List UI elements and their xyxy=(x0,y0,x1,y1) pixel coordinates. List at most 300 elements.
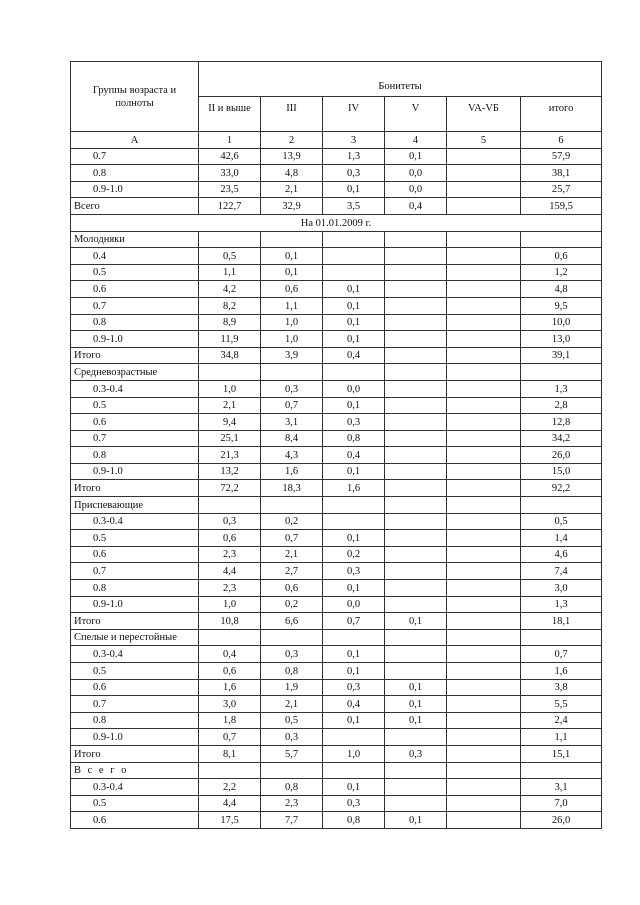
value-cell: 13,9 xyxy=(261,148,323,165)
value-cell xyxy=(447,696,521,713)
value-cell xyxy=(447,663,521,680)
value-cell: 3,1 xyxy=(261,414,323,431)
density-label: 0.3-0.4 xyxy=(71,646,199,663)
value-cell: 21,3 xyxy=(199,447,261,464)
value-cell: 0,1 xyxy=(323,779,385,796)
column-index: А xyxy=(71,132,199,149)
value-cell xyxy=(447,646,521,663)
total-label: Итого xyxy=(71,347,199,364)
value-cell: 0,0 xyxy=(323,596,385,613)
value-cell xyxy=(385,646,447,663)
value-cell xyxy=(385,264,447,281)
value-cell: 3,1 xyxy=(521,779,602,796)
value-cell: 0,1 xyxy=(323,580,385,597)
value-cell: 0,3 xyxy=(323,165,385,182)
value-cell: 18,3 xyxy=(261,480,323,497)
value-cell: 0,1 xyxy=(323,181,385,198)
empty-cell xyxy=(323,497,385,514)
value-cell: 39,1 xyxy=(521,347,602,364)
value-cell: 0,4 xyxy=(385,198,447,215)
value-cell: 0,5 xyxy=(199,248,261,265)
value-cell xyxy=(385,447,447,464)
table-row xyxy=(71,181,602,198)
table-row xyxy=(71,663,602,680)
empty-cell xyxy=(385,497,447,514)
value-cell: 9,5 xyxy=(521,297,602,314)
date-section-row xyxy=(71,214,602,231)
density-label: 0.5 xyxy=(71,795,199,812)
value-cell: 2,1 xyxy=(261,181,323,198)
empty-cell xyxy=(323,231,385,248)
value-cell xyxy=(385,414,447,431)
value-cell xyxy=(385,463,447,480)
value-cell xyxy=(447,546,521,563)
column-index: 4 xyxy=(385,132,447,149)
value-cell xyxy=(447,297,521,314)
total-label: Всего xyxy=(71,198,199,215)
table-row xyxy=(71,165,602,182)
empty-cell xyxy=(323,629,385,646)
value-cell: 0,1 xyxy=(323,646,385,663)
value-cell: 2,8 xyxy=(521,397,602,414)
density-label: 0.7 xyxy=(71,696,199,713)
column-header: V xyxy=(385,97,447,132)
density-label: 0.9-1.0 xyxy=(71,729,199,746)
bonitets-header: Бонитеты xyxy=(199,62,602,97)
density-label: 0.9-1.0 xyxy=(71,463,199,480)
table-row xyxy=(71,646,602,663)
value-cell: 1,6 xyxy=(199,679,261,696)
value-cell: 18,1 xyxy=(521,613,602,630)
value-cell xyxy=(447,347,521,364)
value-cell: 8,2 xyxy=(199,297,261,314)
group-header-row xyxy=(71,231,602,248)
density-label: 0.8 xyxy=(71,314,199,331)
density-label: 0.6 xyxy=(71,546,199,563)
value-cell: 2,4 xyxy=(521,712,602,729)
value-cell: 10,0 xyxy=(521,314,602,331)
value-cell xyxy=(447,148,521,165)
value-cell: 2,1 xyxy=(261,696,323,713)
value-cell: 2,3 xyxy=(199,546,261,563)
value-cell xyxy=(447,447,521,464)
value-cell: 7,0 xyxy=(521,795,602,812)
total-label: Итого xyxy=(71,480,199,497)
value-cell: 122,7 xyxy=(199,198,261,215)
value-cell xyxy=(447,580,521,597)
value-cell xyxy=(385,397,447,414)
empty-cell xyxy=(199,629,261,646)
value-cell xyxy=(447,380,521,397)
value-cell: 0,4 xyxy=(323,696,385,713)
density-label: 0.8 xyxy=(71,580,199,597)
value-cell: 5,5 xyxy=(521,696,602,713)
density-label: 0.9-1.0 xyxy=(71,596,199,613)
value-cell xyxy=(385,281,447,298)
empty-cell xyxy=(521,762,602,779)
group-label: Молодняки xyxy=(71,231,199,248)
value-cell: 7,4 xyxy=(521,563,602,580)
value-cell: 26,0 xyxy=(521,812,602,829)
value-cell: 25,7 xyxy=(521,181,602,198)
empty-cell xyxy=(323,364,385,381)
table-row xyxy=(71,779,602,796)
value-cell: 0,3 xyxy=(385,745,447,762)
value-cell: 0,1 xyxy=(323,397,385,414)
value-cell: 0,1 xyxy=(385,712,447,729)
value-cell: 15,0 xyxy=(521,463,602,480)
table-row xyxy=(71,281,602,298)
value-cell xyxy=(385,248,447,265)
value-cell xyxy=(447,430,521,447)
density-label: 0.5 xyxy=(71,264,199,281)
value-cell xyxy=(323,729,385,746)
value-cell: 0,1 xyxy=(385,812,447,829)
value-cell: 0,1 xyxy=(385,148,447,165)
value-cell xyxy=(385,297,447,314)
value-cell xyxy=(447,513,521,530)
value-cell: 1,8 xyxy=(199,712,261,729)
date-section-label: На 01.01.2009 г. xyxy=(71,214,602,231)
value-cell: 4,4 xyxy=(199,563,261,580)
value-cell: 32,9 xyxy=(261,198,323,215)
value-cell: 0,6 xyxy=(521,248,602,265)
empty-cell xyxy=(385,629,447,646)
value-cell: 2,2 xyxy=(199,779,261,796)
group-header-row xyxy=(71,762,602,779)
value-cell: 0,1 xyxy=(385,679,447,696)
group-label: Средневозрастные xyxy=(71,364,199,381)
value-cell xyxy=(447,165,521,182)
value-cell xyxy=(323,264,385,281)
empty-cell xyxy=(199,364,261,381)
value-cell: 1,9 xyxy=(261,679,323,696)
table-body xyxy=(71,148,602,828)
value-cell: 0,8 xyxy=(261,779,323,796)
total-label: Итого xyxy=(71,613,199,630)
value-cell xyxy=(447,414,521,431)
value-cell: 0,3 xyxy=(323,563,385,580)
value-cell: 0,1 xyxy=(385,613,447,630)
group-header-row xyxy=(71,364,602,381)
empty-cell xyxy=(385,231,447,248)
density-label: 0.6 xyxy=(71,679,199,696)
value-cell: 2,3 xyxy=(199,580,261,597)
density-label: 0.7 xyxy=(71,430,199,447)
empty-cell xyxy=(447,364,521,381)
value-cell: 25,1 xyxy=(199,430,261,447)
column-index-row xyxy=(71,132,602,149)
value-cell: 0,3 xyxy=(323,679,385,696)
density-label: 0.3-0.4 xyxy=(71,779,199,796)
density-label: 0.6 xyxy=(71,414,199,431)
column-index: 5 xyxy=(447,132,521,149)
table-row xyxy=(71,812,602,829)
value-cell: 0,6 xyxy=(261,281,323,298)
density-label: 0.6 xyxy=(71,812,199,829)
table-row xyxy=(71,563,602,580)
value-cell: 0,6 xyxy=(261,580,323,597)
value-cell: 4,3 xyxy=(261,447,323,464)
value-cell: 0,1 xyxy=(385,696,447,713)
value-cell xyxy=(447,729,521,746)
value-cell: 2,7 xyxy=(261,563,323,580)
total-row xyxy=(71,745,602,762)
empty-cell xyxy=(521,231,602,248)
table-row xyxy=(71,729,602,746)
value-cell: 0,3 xyxy=(261,646,323,663)
value-cell: 34,8 xyxy=(199,347,261,364)
value-cell xyxy=(447,795,521,812)
table-row xyxy=(71,314,602,331)
density-label: 0.7 xyxy=(71,563,199,580)
column-header: II и выше xyxy=(199,97,261,132)
value-cell: 1,0 xyxy=(199,596,261,613)
value-cell: 1,6 xyxy=(323,480,385,497)
value-cell: 3,0 xyxy=(521,580,602,597)
value-cell: 3,5 xyxy=(323,198,385,215)
empty-cell xyxy=(521,629,602,646)
value-cell xyxy=(385,596,447,613)
column-index: 3 xyxy=(323,132,385,149)
value-cell: 4,2 xyxy=(199,281,261,298)
value-cell xyxy=(447,198,521,215)
value-cell xyxy=(385,580,447,597)
value-cell xyxy=(447,779,521,796)
value-cell: 1,0 xyxy=(261,331,323,348)
value-cell: 1,0 xyxy=(199,380,261,397)
value-cell: 0,3 xyxy=(199,513,261,530)
density-label: 0.4 xyxy=(71,248,199,265)
value-cell: 0,1 xyxy=(323,530,385,547)
value-cell: 0,4 xyxy=(323,347,385,364)
column-header: IV xyxy=(323,97,385,132)
value-cell: 0,0 xyxy=(385,165,447,182)
value-cell xyxy=(385,331,447,348)
empty-cell xyxy=(447,629,521,646)
column-header: III xyxy=(261,97,323,132)
value-cell: 12,8 xyxy=(521,414,602,431)
value-cell: 2,1 xyxy=(199,397,261,414)
value-cell xyxy=(385,380,447,397)
density-label: 0.7 xyxy=(71,297,199,314)
value-cell: 8,4 xyxy=(261,430,323,447)
value-cell: 0,1 xyxy=(261,248,323,265)
value-cell xyxy=(385,430,447,447)
empty-cell xyxy=(261,364,323,381)
density-label: 0.5 xyxy=(71,397,199,414)
value-cell xyxy=(447,264,521,281)
value-cell: 0,5 xyxy=(521,513,602,530)
value-cell: 0,1 xyxy=(323,463,385,480)
value-cell: 1,4 xyxy=(521,530,602,547)
value-cell: 0,7 xyxy=(323,613,385,630)
value-cell xyxy=(385,513,447,530)
value-cell: 0,8 xyxy=(261,663,323,680)
value-cell xyxy=(447,248,521,265)
value-cell: 5,7 xyxy=(261,745,323,762)
value-cell: 0,1 xyxy=(323,314,385,331)
value-cell: 2,1 xyxy=(261,546,323,563)
table-row xyxy=(71,513,602,530)
value-cell: 57,9 xyxy=(521,148,602,165)
total-row xyxy=(71,198,602,215)
value-cell: 4,8 xyxy=(261,165,323,182)
table-row xyxy=(71,297,602,314)
empty-cell xyxy=(261,762,323,779)
value-cell: 8,9 xyxy=(199,314,261,331)
value-cell: 0,1 xyxy=(261,264,323,281)
value-cell: 1,0 xyxy=(323,745,385,762)
value-cell: 23,5 xyxy=(199,181,261,198)
group-label: В с е г о xyxy=(71,762,199,779)
table-row xyxy=(71,414,602,431)
table-row xyxy=(71,148,602,165)
value-cell xyxy=(385,546,447,563)
empty-cell xyxy=(199,497,261,514)
group-header-row xyxy=(71,629,602,646)
value-cell: 9,4 xyxy=(199,414,261,431)
empty-cell xyxy=(199,762,261,779)
value-cell: 0,1 xyxy=(323,331,385,348)
table-row xyxy=(71,331,602,348)
value-cell: 6,6 xyxy=(261,613,323,630)
value-cell: 1,6 xyxy=(521,663,602,680)
table-row xyxy=(71,530,602,547)
value-cell: 0,1 xyxy=(323,281,385,298)
value-cell xyxy=(447,480,521,497)
value-cell: 0,3 xyxy=(261,380,323,397)
value-cell xyxy=(385,779,447,796)
empty-cell xyxy=(521,497,602,514)
value-cell xyxy=(385,663,447,680)
density-label: 0.9-1.0 xyxy=(71,181,199,198)
empty-cell xyxy=(261,231,323,248)
value-cell xyxy=(447,463,521,480)
forest-stock-table xyxy=(70,61,602,829)
empty-cell xyxy=(447,231,521,248)
value-cell: 0,1 xyxy=(323,712,385,729)
value-cell: 42,6 xyxy=(199,148,261,165)
value-cell xyxy=(447,596,521,613)
empty-cell xyxy=(199,231,261,248)
value-cell: 26,0 xyxy=(521,447,602,464)
value-cell xyxy=(385,347,447,364)
value-cell: 1,0 xyxy=(261,314,323,331)
value-cell: 17,5 xyxy=(199,812,261,829)
value-cell: 3,0 xyxy=(199,696,261,713)
value-cell: 1,3 xyxy=(521,380,602,397)
value-cell: 1,1 xyxy=(261,297,323,314)
value-cell: 1,6 xyxy=(261,463,323,480)
empty-cell xyxy=(385,762,447,779)
group-label: Приспевающие xyxy=(71,497,199,514)
value-cell: 34,2 xyxy=(521,430,602,447)
value-cell: 1,3 xyxy=(323,148,385,165)
value-cell: 0,6 xyxy=(199,530,261,547)
value-cell xyxy=(385,314,447,331)
value-cell: 0,8 xyxy=(323,812,385,829)
column-index: 2 xyxy=(261,132,323,149)
density-label: 0.5 xyxy=(71,663,199,680)
value-cell: 92,2 xyxy=(521,480,602,497)
total-row xyxy=(71,613,602,630)
value-cell xyxy=(447,812,521,829)
value-cell xyxy=(447,563,521,580)
empty-cell xyxy=(261,497,323,514)
total-row xyxy=(71,347,602,364)
density-label: 0.8 xyxy=(71,447,199,464)
value-cell xyxy=(385,729,447,746)
density-label: 0.7 xyxy=(71,148,199,165)
density-label: 0.8 xyxy=(71,165,199,182)
value-cell xyxy=(447,613,521,630)
value-cell: 0,3 xyxy=(323,414,385,431)
table-row xyxy=(71,580,602,597)
value-cell: 0,4 xyxy=(323,447,385,464)
value-cell: 13,0 xyxy=(521,331,602,348)
table-row xyxy=(71,596,602,613)
value-cell: 1,3 xyxy=(521,596,602,613)
group-label: Спелые и перестойные xyxy=(71,629,199,646)
table-row xyxy=(71,430,602,447)
value-cell: 0,3 xyxy=(323,795,385,812)
value-cell: 4,4 xyxy=(199,795,261,812)
column-header: VA-VБ xyxy=(447,97,521,132)
value-cell xyxy=(447,281,521,298)
table-row xyxy=(71,463,602,480)
table-row xyxy=(71,397,602,414)
value-cell: 0,1 xyxy=(323,663,385,680)
value-cell: 0,3 xyxy=(261,729,323,746)
value-cell xyxy=(447,745,521,762)
density-label: 0.6 xyxy=(71,281,199,298)
value-cell: 1,1 xyxy=(199,264,261,281)
value-cell xyxy=(323,248,385,265)
density-label: 0.3-0.4 xyxy=(71,380,199,397)
value-cell: 13,2 xyxy=(199,463,261,480)
value-cell: 0,2 xyxy=(261,596,323,613)
value-cell: 0,0 xyxy=(323,380,385,397)
empty-cell xyxy=(521,364,602,381)
value-cell: 11,9 xyxy=(199,331,261,348)
empty-cell xyxy=(261,629,323,646)
total-row xyxy=(71,480,602,497)
table-row xyxy=(71,546,602,563)
value-cell: 0,2 xyxy=(261,513,323,530)
value-cell: 7,7 xyxy=(261,812,323,829)
column-index: 6 xyxy=(521,132,602,149)
value-cell: 0,8 xyxy=(323,430,385,447)
value-cell: 0,1 xyxy=(323,297,385,314)
value-cell xyxy=(385,480,447,497)
value-cell xyxy=(385,795,447,812)
value-cell xyxy=(323,513,385,530)
value-cell: 0,7 xyxy=(261,530,323,547)
value-cell: 10,8 xyxy=(199,613,261,630)
value-cell: 0,4 xyxy=(199,646,261,663)
density-label: 0.8 xyxy=(71,712,199,729)
column-header: итого xyxy=(521,97,602,132)
group-header-row xyxy=(71,497,602,514)
table-row xyxy=(71,380,602,397)
table-row xyxy=(71,795,602,812)
value-cell: 3,8 xyxy=(521,679,602,696)
value-cell: 1,2 xyxy=(521,264,602,281)
value-cell: 4,6 xyxy=(521,546,602,563)
value-cell: 4,8 xyxy=(521,281,602,298)
value-cell: 33,0 xyxy=(199,165,261,182)
